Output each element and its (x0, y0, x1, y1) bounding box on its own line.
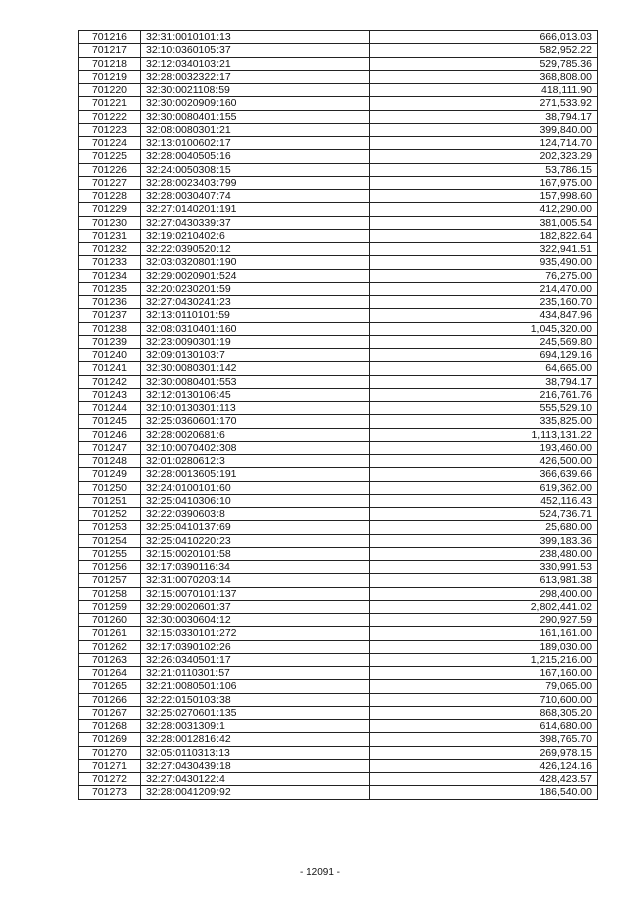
cell-id: 701225 (79, 150, 141, 163)
cell-reference: 32:22:0390520:12 (141, 243, 370, 256)
cell-amount: 124,714.70 (370, 137, 598, 150)
table-row (79, 44, 598, 57)
cell-reference: 32:10:0070402:308 (141, 441, 370, 454)
cell-reference: 32:27:0430122:4 (141, 773, 370, 786)
table-row (79, 31, 598, 44)
cell-amount: 2,802,441.02 (370, 600, 598, 613)
cell-id: 701255 (79, 547, 141, 560)
cell-amount: 694,129.16 (370, 349, 598, 362)
cell-id: 701220 (79, 84, 141, 97)
cell-amount: 619,362.00 (370, 481, 598, 494)
cell-id: 701231 (79, 229, 141, 242)
cell-id: 701262 (79, 640, 141, 653)
cell-reference: 32:05:0110313:13 (141, 746, 370, 759)
cell-id: 701251 (79, 494, 141, 507)
table-row (79, 521, 598, 534)
cell-id: 701265 (79, 680, 141, 693)
cell-id: 701273 (79, 786, 141, 799)
table-row (79, 137, 598, 150)
cell-amount: 426,500.00 (370, 455, 598, 468)
cell-reference: 32:28:0041209:92 (141, 786, 370, 799)
table-row (79, 163, 598, 176)
cell-reference: 32:28:0020681:6 (141, 428, 370, 441)
table-row (79, 455, 598, 468)
cell-amount: 381,005.54 (370, 216, 598, 229)
cell-id: 701267 (79, 706, 141, 719)
table-row (79, 243, 598, 256)
cell-amount: 76,275.00 (370, 269, 598, 282)
table-row (79, 176, 598, 189)
cell-amount: 1,113,131.22 (370, 428, 598, 441)
cell-reference: 32:30:0080401:155 (141, 110, 370, 123)
table-row (79, 640, 598, 653)
table-row (79, 229, 598, 242)
cell-reference: 32:17:0390116:34 (141, 561, 370, 574)
cell-reference: 32:28:0023403:799 (141, 176, 370, 189)
cell-id: 701222 (79, 110, 141, 123)
table-row (79, 441, 598, 454)
table-row (79, 216, 598, 229)
cell-reference: 32:08:0310401:160 (141, 322, 370, 335)
cell-amount: 322,941.51 (370, 243, 598, 256)
cell-reference: 32:23:0090301:19 (141, 335, 370, 348)
cell-id: 701250 (79, 481, 141, 494)
table-row (79, 415, 598, 428)
cell-reference: 32:25:0410137:69 (141, 521, 370, 534)
cell-reference: 32:27:0430241:23 (141, 296, 370, 309)
cell-reference: 32:22:0390603:8 (141, 508, 370, 521)
table-row (79, 693, 598, 706)
cell-id: 701219 (79, 70, 141, 83)
cell-reference: 32:27:0140201:191 (141, 203, 370, 216)
table-row (79, 561, 598, 574)
table-row (79, 375, 598, 388)
table-row (79, 97, 598, 110)
table-row (79, 335, 598, 348)
cell-id: 701269 (79, 733, 141, 746)
cell-id: 701256 (79, 561, 141, 574)
cell-amount: 38,794.17 (370, 375, 598, 388)
cell-amount: 613,981.38 (370, 574, 598, 587)
table-row (79, 773, 598, 786)
cell-amount: 290,927.59 (370, 614, 598, 627)
table-row (79, 667, 598, 680)
cell-reference: 32:25:0360601:170 (141, 415, 370, 428)
table-row (79, 402, 598, 415)
ledger-table-body (79, 31, 598, 800)
cell-amount: 216,761.76 (370, 388, 598, 401)
cell-reference: 32:27:0430339:37 (141, 216, 370, 229)
cell-amount: 452,116.43 (370, 494, 598, 507)
cell-id: 701230 (79, 216, 141, 229)
table-row (79, 57, 598, 70)
cell-reference: 32:31:0070203:14 (141, 574, 370, 587)
table-row (79, 786, 598, 799)
table-row (79, 309, 598, 322)
cell-id: 701243 (79, 388, 141, 401)
cell-amount: 935,490.00 (370, 256, 598, 269)
table-row (79, 322, 598, 335)
cell-amount: 868,305.20 (370, 706, 598, 719)
table-row (79, 706, 598, 719)
cell-id: 701260 (79, 614, 141, 627)
cell-id: 701270 (79, 746, 141, 759)
cell-amount: 398,765.70 (370, 733, 598, 746)
table-row (79, 70, 598, 83)
cell-id: 701271 (79, 759, 141, 772)
cell-amount: 1,045,320.00 (370, 322, 598, 335)
cell-amount: 426,124.16 (370, 759, 598, 772)
table-row (79, 362, 598, 375)
cell-amount: 202,323.29 (370, 150, 598, 163)
cell-amount: 330,991.53 (370, 561, 598, 574)
cell-amount: 418,111.90 (370, 84, 598, 97)
cell-amount: 79,065.00 (370, 680, 598, 693)
cell-id: 701241 (79, 362, 141, 375)
cell-amount: 428,423.57 (370, 773, 598, 786)
cell-reference: 32:15:0070101:137 (141, 587, 370, 600)
cell-reference: 32:12:0340103:21 (141, 57, 370, 70)
cell-id: 701268 (79, 720, 141, 733)
table-row (79, 150, 598, 163)
cell-id: 701258 (79, 587, 141, 600)
cell-amount: 614,680.00 (370, 720, 598, 733)
cell-reference: 32:30:0030604:12 (141, 614, 370, 627)
cell-reference: 32:25:0270601:135 (141, 706, 370, 719)
table-row (79, 428, 598, 441)
cell-reference: 32:22:0150103:38 (141, 693, 370, 706)
cell-id: 701264 (79, 667, 141, 680)
cell-amount: 529,785.36 (370, 57, 598, 70)
cell-amount: 167,975.00 (370, 176, 598, 189)
table-row (79, 733, 598, 746)
cell-amount: 214,470.00 (370, 282, 598, 295)
cell-id: 701248 (79, 455, 141, 468)
cell-reference: 32:30:0021108:59 (141, 84, 370, 97)
cell-reference: 32:21:0080501:106 (141, 680, 370, 693)
table-row (79, 746, 598, 759)
table-row (79, 494, 598, 507)
table-row (79, 84, 598, 97)
cell-reference: 32:10:0130301:113 (141, 402, 370, 415)
cell-id: 701236 (79, 296, 141, 309)
cell-reference: 32:17:0390102:26 (141, 640, 370, 653)
table-row (79, 653, 598, 666)
cell-amount: 186,540.00 (370, 786, 598, 799)
cell-id: 701223 (79, 123, 141, 136)
cell-id: 701266 (79, 693, 141, 706)
cell-amount: 64,665.00 (370, 362, 598, 375)
table-row (79, 680, 598, 693)
cell-id: 701226 (79, 163, 141, 176)
ledger-table (78, 30, 598, 800)
cell-reference: 32:27:0430439:18 (141, 759, 370, 772)
table-row (79, 759, 598, 772)
cell-id: 701232 (79, 243, 141, 256)
cell-reference: 32:29:0020601:37 (141, 600, 370, 613)
cell-id: 701246 (79, 428, 141, 441)
cell-amount: 335,825.00 (370, 415, 598, 428)
cell-reference: 32:29:0020901:524 (141, 269, 370, 282)
cell-reference: 32:01:0280612:3 (141, 455, 370, 468)
cell-amount: 238,480.00 (370, 547, 598, 560)
cell-amount: 368,808.00 (370, 70, 598, 83)
cell-amount: 193,460.00 (370, 441, 598, 454)
cell-id: 701242 (79, 375, 141, 388)
cell-reference: 32:26:0340501:17 (141, 653, 370, 666)
table-row (79, 256, 598, 269)
cell-amount: 298,400.00 (370, 587, 598, 600)
cell-reference: 32:10:0360105:37 (141, 44, 370, 57)
cell-id: 701228 (79, 190, 141, 203)
page-number: - 12091 - (299, 867, 341, 878)
cell-reference: 32:28:0012816:42 (141, 733, 370, 746)
cell-amount: 182,822.64 (370, 229, 598, 242)
cell-id: 701218 (79, 57, 141, 70)
table-row (79, 481, 598, 494)
cell-reference: 32:15:0020101:58 (141, 547, 370, 560)
cell-id: 701253 (79, 521, 141, 534)
cell-reference: 32:08:0080301:21 (141, 123, 370, 136)
table-row (79, 110, 598, 123)
cell-amount: 269,978.15 (370, 746, 598, 759)
cell-amount: 161,161.00 (370, 627, 598, 640)
cell-id: 701259 (79, 600, 141, 613)
cell-amount: 666,013.03 (370, 31, 598, 44)
table-row (79, 388, 598, 401)
cell-reference: 32:28:0031309:1 (141, 720, 370, 733)
cell-reference: 32:25:0410306:10 (141, 494, 370, 507)
cell-reference: 32:25:0410220:23 (141, 534, 370, 547)
cell-reference: 32:13:0100602:17 (141, 137, 370, 150)
cell-reference: 32:24:0050308:15 (141, 163, 370, 176)
table-row (79, 282, 598, 295)
cell-reference: 32:20:0230201:59 (141, 282, 370, 295)
cell-id: 701227 (79, 176, 141, 189)
cell-id: 701234 (79, 269, 141, 282)
cell-amount: 157,998.60 (370, 190, 598, 203)
cell-amount: 582,952.22 (370, 44, 598, 57)
cell-id: 701244 (79, 402, 141, 415)
cell-reference: 32:28:0013605:191 (141, 468, 370, 481)
cell-reference: 32:28:0030407:74 (141, 190, 370, 203)
table-row (79, 534, 598, 547)
cell-amount: 524,736.71 (370, 508, 598, 521)
cell-id: 701233 (79, 256, 141, 269)
cell-amount: 1,215,216.00 (370, 653, 598, 666)
cell-id: 701247 (79, 441, 141, 454)
cell-amount: 167,160.00 (370, 667, 598, 680)
cell-id: 701257 (79, 574, 141, 587)
table-row (79, 627, 598, 640)
table-row (79, 190, 598, 203)
cell-amount: 366,639.66 (370, 468, 598, 481)
table-row (79, 614, 598, 627)
table-row (79, 269, 598, 282)
cell-id: 701239 (79, 335, 141, 348)
cell-reference: 32:24:0100101:60 (141, 481, 370, 494)
cell-id: 701252 (79, 508, 141, 521)
cell-reference: 32:31:0010101:13 (141, 31, 370, 44)
cell-id: 701240 (79, 349, 141, 362)
cell-id: 701272 (79, 773, 141, 786)
table-row (79, 600, 598, 613)
cell-reference: 32:30:0080401:553 (141, 375, 370, 388)
table-row (79, 720, 598, 733)
cell-amount: 235,160.70 (370, 296, 598, 309)
cell-id: 701221 (79, 97, 141, 110)
cell-reference: 32:28:0040505:16 (141, 150, 370, 163)
table-row (79, 574, 598, 587)
cell-reference: 32:03:0320801:190 (141, 256, 370, 269)
cell-amount: 271,533.92 (370, 97, 598, 110)
cell-reference: 32:30:0080301:142 (141, 362, 370, 375)
table-row (79, 349, 598, 362)
cell-amount: 434,847.96 (370, 309, 598, 322)
cell-id: 701238 (79, 322, 141, 335)
cell-id: 701249 (79, 468, 141, 481)
cell-id: 701245 (79, 415, 141, 428)
cell-amount: 555,529.10 (370, 402, 598, 415)
table-row (79, 123, 598, 136)
cell-amount: 189,030.00 (370, 640, 598, 653)
table-row (79, 587, 598, 600)
cell-id: 701254 (79, 534, 141, 547)
cell-reference: 32:13:0110101:59 (141, 309, 370, 322)
cell-reference: 32:21:0110301:57 (141, 667, 370, 680)
cell-amount: 412,290.00 (370, 203, 598, 216)
cell-id: 701229 (79, 203, 141, 216)
cell-amount: 710,600.00 (370, 693, 598, 706)
table-row (79, 508, 598, 521)
cell-amount: 399,183.36 (370, 534, 598, 547)
cell-id: 701224 (79, 137, 141, 150)
cell-amount: 245,569.80 (370, 335, 598, 348)
table-row (79, 296, 598, 309)
cell-id: 701261 (79, 627, 141, 640)
table-row (79, 203, 598, 216)
cell-reference: 32:28:0032322:17 (141, 70, 370, 83)
cell-amount: 38,794.17 (370, 110, 598, 123)
table-row (79, 468, 598, 481)
table-row (79, 547, 598, 560)
cell-id: 701235 (79, 282, 141, 295)
cell-id: 701217 (79, 44, 141, 57)
cell-reference: 32:12:0130106:45 (141, 388, 370, 401)
cell-id: 701237 (79, 309, 141, 322)
cell-id: 701263 (79, 653, 141, 666)
cell-amount: 25,680.00 (370, 521, 598, 534)
cell-amount: 53,786.15 (370, 163, 598, 176)
cell-reference: 32:19:0210402:6 (141, 229, 370, 242)
cell-reference: 32:30:0020909:160 (141, 97, 370, 110)
cell-amount: 399,840.00 (370, 123, 598, 136)
cell-id: 701216 (79, 31, 141, 44)
cell-reference: 32:09:0130103:7 (141, 349, 370, 362)
cell-reference: 32:15:0330101:272 (141, 627, 370, 640)
